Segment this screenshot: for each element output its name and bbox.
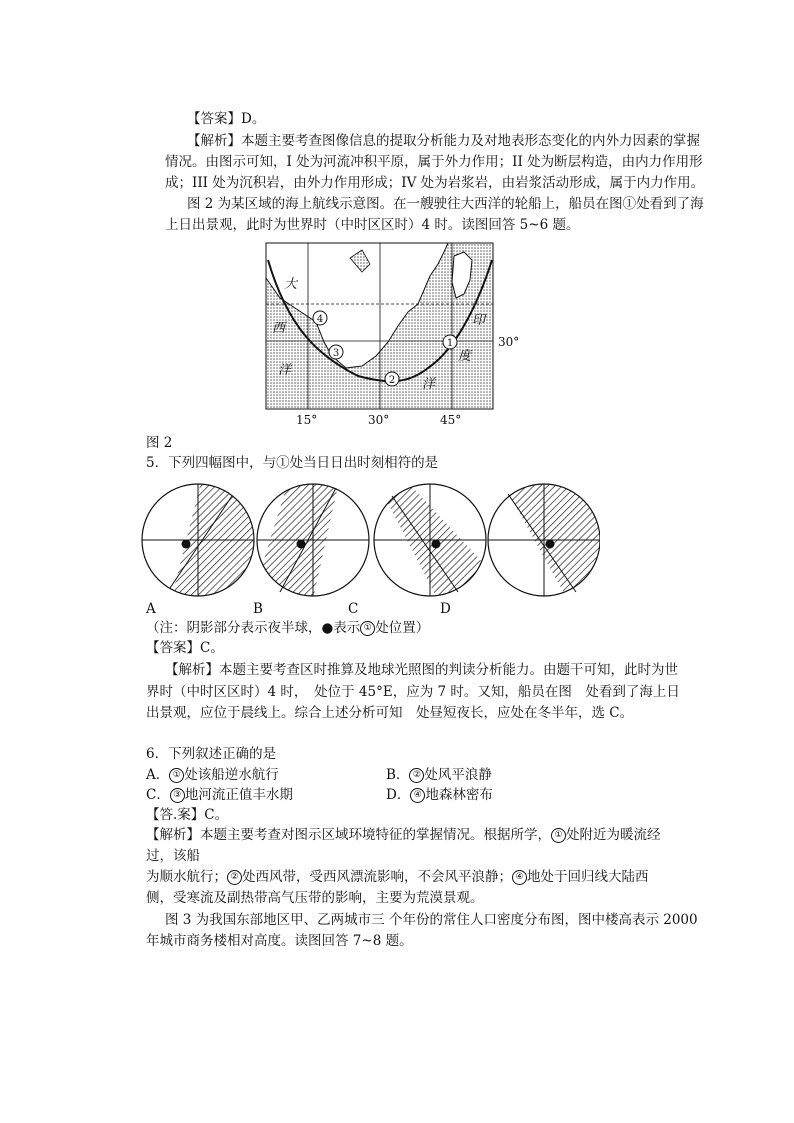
lon-45-label: 45° (440, 413, 462, 427)
explanation-6-line: 为顺水航行； ② 处西风带，受西风漂流影响，不会风平浪静； ④ 地处于回归线大陆西 (146, 869, 649, 885)
explanation-line: 成；III 处为沉积岩，由外力作用形成；IV 处为岩浆岩，由岩浆活动形成，属于内力作用。 (165, 175, 705, 191)
intro-line: 上日出景观，此时为世界时（中时区区时）4 时。读图回答 5~6 题。 (165, 217, 580, 233)
option-b-label: B (253, 601, 263, 617)
explanation-5-line: 界时（中时区区时）4 时， 处位于 45°E，应为 7 时。又知，船员在图 处看到了海上日 (146, 684, 680, 700)
figure-caption: 图 2 (146, 435, 173, 451)
route-map (258, 238, 528, 430)
globe-options (140, 476, 600, 604)
answer-6: 【答.案】C。 (146, 807, 229, 823)
explanation-line: 情况。由图示可知，I 处为河流冲积平原，属于外力作用；II 处为断层构造，由内力作用形 (165, 154, 703, 170)
marker-1: 1 (446, 338, 454, 349)
figure3-intro-line: 年城市商务楼相对高度。读图回答 7~8 题。 (146, 933, 413, 949)
globe-a (142, 478, 260, 604)
question-5: 5．下列四幅图中，与①处当日日出时刻相符的是 (146, 455, 439, 471)
question-6: 6．下列叙述正确的是 (146, 746, 277, 762)
explanation-5-line: 出景观，应位于晨线上。综合上述分析可知 处昼短夜长，应处在冬半年，选 C。 (146, 705, 634, 721)
option-6a: A． ① 处该船逆水航行 (146, 767, 279, 783)
option-6b: B． ② 处风平浪静 (386, 767, 492, 783)
answer-line: 【答案】D。 (187, 111, 266, 127)
explanation-5-line: 【解析】本题主要考查区时推算及地球光照图的判读分析能力。由题干可知，此时为世 (165, 662, 678, 678)
explanation-6-line: 侧，受寒流及副热带高气压带的影响，主要为荒漠景观。 (146, 890, 484, 906)
lon-30-label: 30° (368, 413, 390, 427)
explanation-6-line: 过，该船 (146, 848, 200, 864)
circle-number: ① (360, 621, 375, 636)
explanation-line: 【解析】本题主要考查图像信息的提取分析能力及对地表形态变化的内外力因素的掌握 (187, 133, 700, 149)
explanation-6-line: 【解析】本题主要考查对图示区域环境特征的掌握情况。根据所学， ① 处附近为暖流经 (146, 827, 661, 843)
globe-c (374, 476, 486, 604)
option-6c: C． ③ 地河流正值丰水期 (146, 787, 293, 803)
globe-d (488, 476, 600, 604)
label-du: 度 (458, 349, 472, 364)
label-da: 大 (284, 277, 298, 292)
figure3-intro-line: 图 3 为我国东部地区甲、乙两城市三 个年份的常住人口密度分布图，图中楼高表示 2000 (165, 912, 698, 928)
globe-b (250, 476, 369, 604)
answer-5: 【答案】C。 (146, 640, 224, 656)
label-xi: 西 (272, 321, 286, 336)
option-c-label: C (348, 601, 359, 617)
lat-30-label: 30° (498, 335, 520, 349)
lon-15-label: 15° (296, 413, 318, 427)
option-6d: D． ④ 地森林密布 (386, 787, 493, 803)
label-yang: 洋 (278, 363, 292, 378)
marker-3: 3 (332, 348, 340, 359)
note-line: （注：阴影部分表示夜半球，●表示 ① 处位置） (146, 620, 430, 636)
marker-4: 4 (316, 314, 324, 325)
label-yang2: 洋 (422, 377, 436, 392)
option-a-label: A (146, 601, 156, 617)
marker-2: 2 (388, 375, 396, 386)
intro-line: 图 2 为某区域的海上航线示意图。在一艘驶往大西洋的轮船上，船员在图①处看到了海 (187, 196, 704, 212)
label-yin: 印 (472, 313, 486, 328)
option-d-label: D (440, 601, 451, 617)
